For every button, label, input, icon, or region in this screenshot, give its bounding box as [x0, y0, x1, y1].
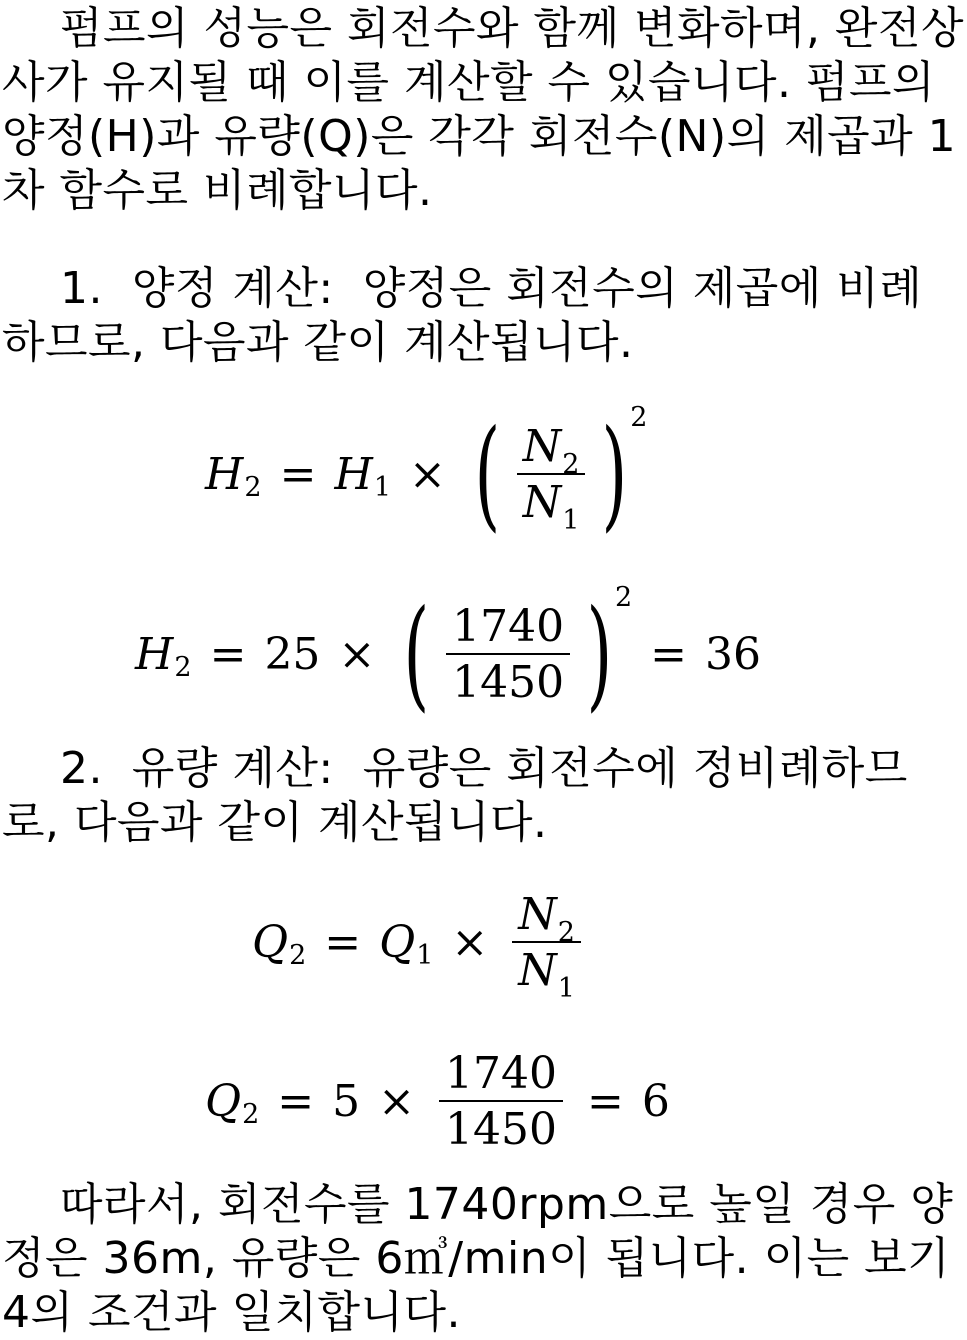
exponent: 2 — [614, 581, 633, 613]
subscript: 2 — [562, 449, 580, 480]
result: 36 — [705, 629, 762, 680]
symbol: Q — [252, 917, 289, 968]
flow-formula — [252, 889, 587, 1004]
symbol: N — [518, 889, 557, 940]
operator: × — [451, 917, 489, 968]
operator: = — [587, 1076, 624, 1127]
operator: = — [650, 629, 688, 680]
denominator — [517, 473, 586, 536]
right-paren: ) — [601, 405, 628, 544]
subscript: 2 — [244, 471, 262, 503]
denominator — [512, 941, 581, 1004]
operator: × — [378, 1076, 416, 1127]
subscript: 1 — [373, 471, 391, 503]
subscript: 2 — [289, 939, 307, 971]
numerator — [512, 889, 581, 948]
denominator: 1450 — [446, 653, 570, 705]
fraction — [517, 421, 586, 536]
symbol: Q — [205, 1076, 242, 1127]
coefficient: 5 — [332, 1076, 361, 1127]
left-paren: ( — [474, 405, 501, 544]
operator: × — [338, 629, 376, 680]
fraction — [446, 601, 570, 708]
conclusion-paragraph: 따라서, 회전수를 1740rpm으로 높일 경우 양정은 36m, 유량은 6㎥/min이 됩니다. 이는 보기 4의 조건과 일치합니다. — [2, 1179, 965, 1338]
exponent: 2 — [630, 401, 648, 433]
intro-paragraph: 펌프의 성능은 회전수와 함께 변화하며, 완전상사가 유지될 때 이를 계산할 수 있습니다. 펌프의 양정(H)과 유량(Q)은 각각 회전수(N)의 제곱과 1차 함수로 비례합니다. — [2, 3, 964, 216]
symbol: Q — [379, 917, 416, 968]
operator: = — [324, 917, 362, 968]
symbol: N — [522, 421, 562, 472]
symbol: N — [518, 945, 557, 996]
result: 6 — [641, 1076, 670, 1127]
step2-paragraph: 2. 유량 계산: 유량은 회전수에 정비례하므로, 다음과 같이 계산됩니다. — [2, 743, 908, 848]
subscript: 1 — [562, 505, 580, 536]
numerator: 1740 — [445, 1048, 557, 1099]
subscript: 1 — [557, 973, 575, 1004]
head-calculation — [135, 581, 762, 724]
fraction — [512, 889, 581, 1004]
denominator: 1450 — [439, 1100, 563, 1152]
numerator — [517, 421, 586, 480]
symbol: H — [205, 449, 244, 500]
subscript: 2 — [242, 1098, 260, 1130]
numerator: 1740 — [452, 601, 565, 652]
symbol: N — [522, 477, 562, 528]
subscript: 1 — [416, 939, 434, 971]
right-paren: ) — [586, 585, 613, 724]
fraction — [439, 1048, 563, 1155]
operator: = — [279, 449, 317, 500]
subscript: 2 — [557, 917, 575, 948]
coefficient: 25 — [264, 629, 321, 680]
flow-calculation — [205, 1048, 670, 1155]
operator: = — [209, 629, 247, 680]
operator: × — [409, 449, 446, 500]
operator: = — [277, 1076, 315, 1127]
head-formula — [205, 401, 648, 544]
symbol: H — [334, 449, 373, 500]
left-paren: ( — [403, 585, 430, 724]
subscript: 2 — [174, 651, 192, 683]
step1-paragraph: 1. 양정 계산: 양정은 회전수의 제곱에 비례하므로, 다음과 같이 계산됩니다. — [2, 263, 923, 368]
symbol: H — [135, 629, 174, 680]
